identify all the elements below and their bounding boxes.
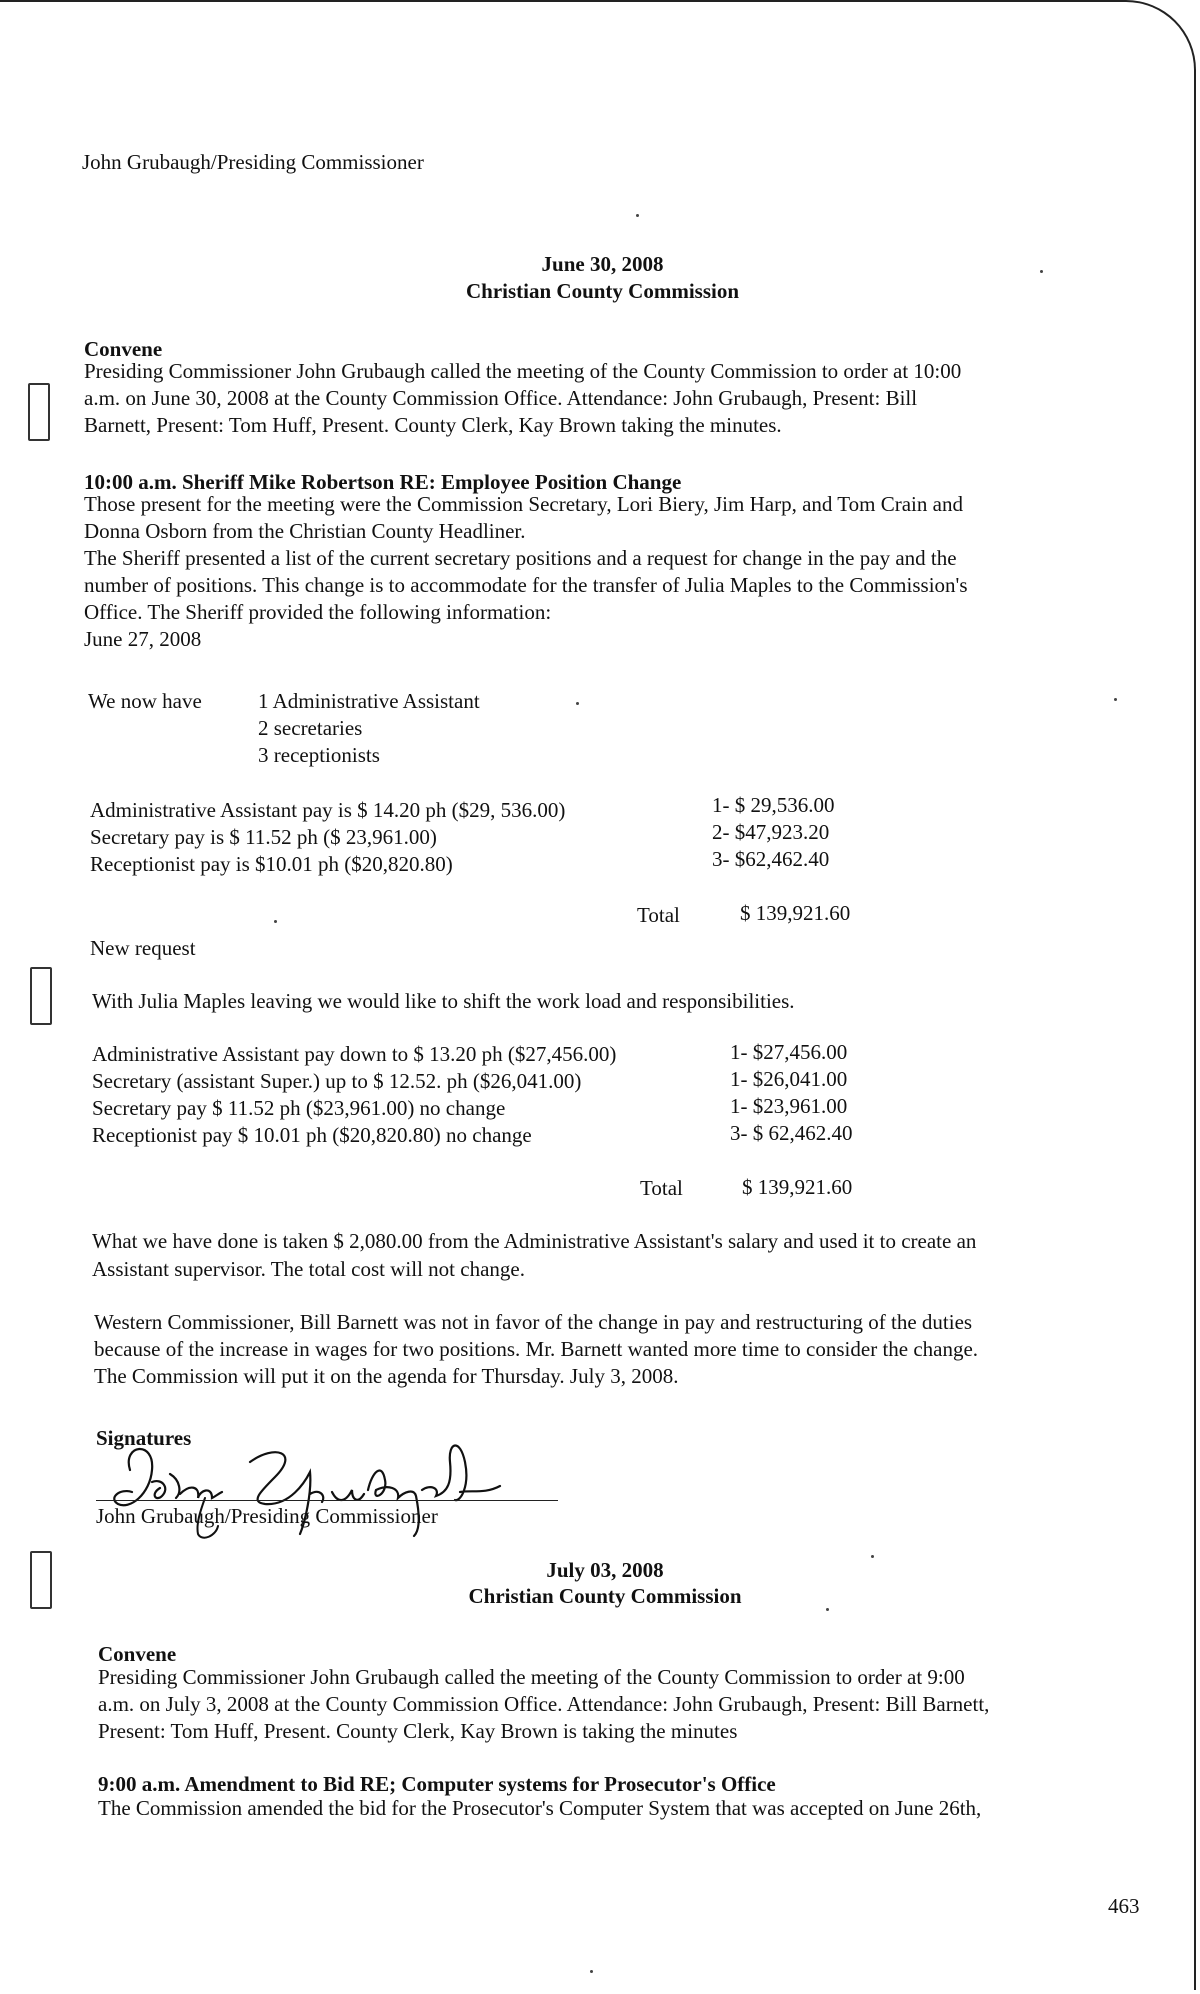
meeting1-convene-heading: Convene <box>84 337 163 361</box>
new-pay-desc: Secretary (assistant Super.) up to $ 12.52. ph ($26,041.00) <box>92 1069 582 1093</box>
meeting2-convene-heading: Convene <box>98 1642 177 1666</box>
we-now-have-label: We now have <box>88 689 202 713</box>
scan-speck <box>636 214 639 217</box>
total-current-value: $ 139,921.60 <box>740 901 851 925</box>
scan-speck <box>1040 270 1043 273</box>
current-pay-amount: 2- $47,923.20 <box>712 820 830 844</box>
meeting1-convene-line: Presiding Commissioner John Grubaugh called the meeting of the County Commission to order at 10:00 <box>84 359 962 383</box>
position-item: 3 receptionists <box>258 743 380 767</box>
meeting2-convene-line: Presiding Commissioner John Grubaugh called the meeting of the County Commission to order at 9:00 <box>98 1665 965 1689</box>
scan-speck <box>274 920 277 923</box>
scan-speck <box>1114 698 1117 701</box>
shift-line: With Julia Maples leaving we would like to shift the work load and responsibilities. <box>92 989 795 1013</box>
signatures-heading: Signatures <box>96 1426 192 1450</box>
new-pay-amount: 1- $23,961.00 <box>730 1094 848 1118</box>
signature-caption: John Grubaugh/Presiding Commissioner <box>96 1504 438 1528</box>
western-line: because of the increase in wages for two positions. Mr. Barnett wanted more time to consider the change. <box>94 1337 979 1361</box>
meeting2-item-line: The Commission amended the bid for the Prosecutor's Computer System that was accepted on June 26th, <box>98 1796 982 1820</box>
meeting1-item-heading: 10:00 a.m. Sheriff Mike Robertson RE: Employee Position Change <box>84 470 682 494</box>
meeting2-body: Christian County Commission <box>468 1584 742 1608</box>
punch-hole <box>30 967 52 1025</box>
meeting1-item-line: The Sheriff presented a list of the current secretary positions and a request for change in the pay and the <box>84 546 957 570</box>
current-pay-desc: Secretary pay is $ 11.52 ph ($ 23,961.00) <box>90 825 437 849</box>
new-pay-desc: Receptionist pay $ 10.01 ph ($20,820.80) no change <box>92 1123 532 1147</box>
total-label: Total <box>637 903 680 927</box>
current-pay-amount: 3- $62,462.40 <box>712 847 830 871</box>
punch-hole <box>28 383 50 441</box>
meeting1-item-line: Donna Osborn from the Christian County Headliner. <box>84 519 526 543</box>
current-pay-amount: 1- $ 29,536.00 <box>712 793 835 817</box>
signature-line <box>96 1500 558 1501</box>
western-line: The Commission will put it on the agenda for Thursday. July 3, 2008. <box>94 1364 679 1388</box>
new-pay-desc: Secretary pay $ 11.52 ph ($23,961.00) no change <box>92 1096 506 1120</box>
new-pay-amount: 1- $27,456.00 <box>730 1040 848 1064</box>
summary-line: Assistant supervisor. The total cost will not change. <box>92 1257 525 1281</box>
current-pay-desc: Administrative Assistant pay is $ 14.20 ph ($29, 536.00) <box>90 798 566 822</box>
meeting2-item-heading: 9:00 a.m. Amendment to Bid RE; Computer systems for Prosecutor's Office <box>98 1772 776 1796</box>
summary-line: What we have done is taken $ 2,080.00 from the Administrative Assistant's salary and used it to create an <box>92 1229 977 1253</box>
current-pay-desc: Receptionist pay is $10.01 ph ($20,820.80) <box>90 852 453 876</box>
meeting1-item-line: June 27, 2008 <box>84 627 202 651</box>
new-pay-desc: Administrative Assistant pay down to $ 13.20 ph ($27,456.00) <box>92 1042 617 1066</box>
meeting1-item-line: Office. The Sheriff provided the following information: <box>84 600 552 624</box>
scan-speck <box>576 702 579 705</box>
scan-speck <box>826 1608 829 1611</box>
position-item: 2 secretaries <box>258 716 363 740</box>
new-pay-amount: 1- $26,041.00 <box>730 1067 848 1091</box>
position-item: 1 Administrative Assistant <box>258 689 480 713</box>
new-pay-amount: 3- $ 62,462.40 <box>730 1121 853 1145</box>
total-new-value: $ 139,921.60 <box>742 1175 853 1199</box>
total-label: Total <box>640 1176 683 1200</box>
meeting2-convene-line: a.m. on July 3, 2008 at the County Commission Office. Attendance: John Grubaugh, Present: Bill Barnett, <box>98 1692 990 1716</box>
meeting2-convene-line: Present: Tom Huff, Present. County Clerk, Kay Brown is taking the minutes <box>98 1719 738 1743</box>
meeting1-body: Christian County Commission <box>465 279 740 303</box>
new-request-label: New request <box>90 936 196 960</box>
scan-speck <box>590 1970 593 1973</box>
page-number: 463 <box>1108 1894 1140 1918</box>
meeting1-convene-line: Barnett, Present: Tom Huff, Present. County Clerk, Kay Brown taking the minutes. <box>84 413 782 437</box>
meeting1-date: June 30, 2008 <box>541 252 664 276</box>
scan-speck <box>871 1555 874 1558</box>
western-line: Western Commissioner, Bill Barnett was not in favor of the change in pay and restructuring of the duties <box>94 1310 973 1334</box>
meeting2-date: July 03, 2008 <box>546 1558 664 1582</box>
meeting1-item-line: number of positions. This change is to accommodate for the transfer of Julia Maples to the Commission's <box>84 573 968 597</box>
meeting1-item-line: Those present for the meeting were the Commission Secretary, Lori Biery, Jim Harp, and Tom Crain and <box>84 492 963 516</box>
meeting1-convene-line: a.m. on June 30, 2008 at the County Commission Office. Attendance: John Grubaugh, Present: Bill <box>84 386 918 410</box>
presiding-commissioner-header: John Grubaugh/Presiding Commissioner <box>82 150 424 174</box>
